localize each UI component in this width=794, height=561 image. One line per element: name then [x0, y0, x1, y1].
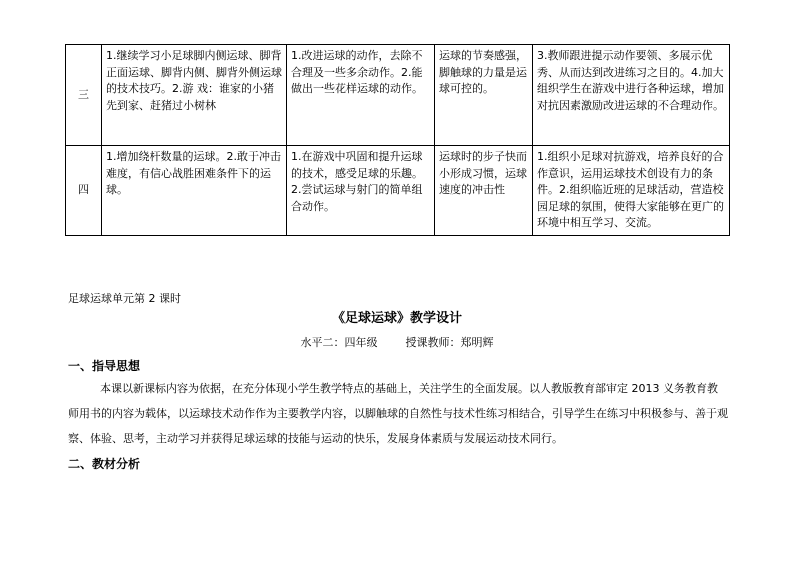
teacher-name: 授课教师：郑明辉: [405, 336, 494, 349]
table-row: [66, 146, 730, 236]
lesson-difficulty-cell: 1.在游戏中巩固和提升运球的技术，感受足球的乐趣。2.尝试运球与射门的简单组合动作。: [287, 146, 435, 236]
section-body-guiding-thought: 本课以新课标内容为依据，在充分体现小学生教学特点的基础上，关注学生的全面发展。以人教版教育部审定 2013 义务教育教师用书的内容为载体，以运球技术动作作为主要教学内容，以脚触球的自然性与技术性练习相结合，引导学生在练习中积极参与、善于观察、体验、思考，主动学习并获得足球运球的技能与运动的快乐，发展身体素质与发展运动技术同行。: [68, 382, 728, 445]
section-heading-guiding-thought: 一、指导思想: [68, 359, 141, 373]
lesson-number: 四: [66, 146, 102, 236]
lesson-measures-cell: 3.教师跟进提示动作要领、多展示优秀、从而达到改进练习之目的。4.加大组织学生在游戏中进行各种运球，增加对抗因素激励改进运球的不合理动作。: [533, 45, 730, 146]
lesson-goals-cell: 1.增加绕杆数量的运球。2.敢于冲击难度，有信心战胜困难条件下的运球。: [102, 146, 287, 236]
lesson-plan-table: [65, 44, 730, 236]
unit-title: 足球运球单元第 2 课时: [68, 292, 181, 305]
lesson-key-cell: 运球时的步子快而小形成习惯，运球速度的冲击性: [435, 146, 533, 236]
lesson-number: 三: [66, 45, 102, 146]
lesson-key-cell: 运球的节奏感强，脚触球的力量是运球可控的。: [435, 45, 533, 146]
grade-level: 水平二：四年级: [300, 336, 378, 349]
section-heading-material-analysis: 二、教材分析: [68, 457, 141, 471]
lesson-goals-cell: 1.继续学习小足球脚内侧运球、脚背正面运球、脚背内侧、脚背外侧运球的技术技巧。2.游 戏：谁家的小猪先到家、赶猪过小树林: [102, 45, 287, 146]
document-meta: [0, 334, 794, 350]
lesson-difficulty-cell: 1.改进运球的动作，去除不合理及一些多余动作。2.能做出一些花样运球的动作。: [287, 45, 435, 146]
lesson-measures-cell: 1.组织小足球对抗游戏，培养良好的合作意识，运用运球技术创设有力的条件。2.组织临近班的足球活动，营造校园足球的氛围，使得大家能够在更广的环境中相互学习、交流。: [533, 146, 730, 236]
table-row: [66, 45, 730, 146]
document-title: 《足球运球》教学设计: [331, 311, 462, 326]
